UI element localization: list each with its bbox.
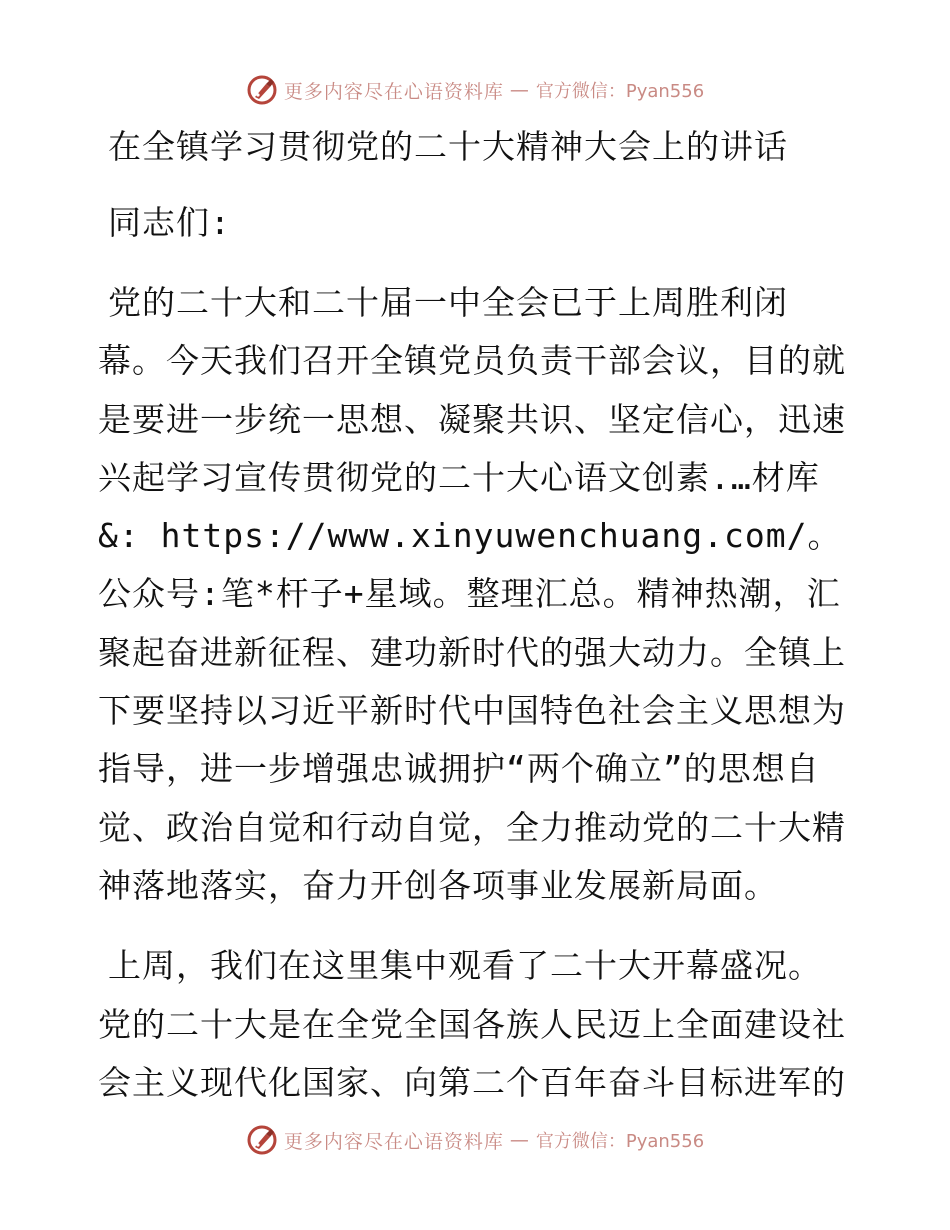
banner-wechat-text: 官方微信：Pyan556	[535, 81, 705, 102]
salutation: 同志们:	[108, 203, 231, 242]
paragraph-1: 党的二十大和二十届一中全会已于上周胜利闭幕。今天我们召开全镇党员负责干部会议，目的就是要进一步统一思想、凝聚共识、坚定信心，迅速兴起学习宣传贯彻党的二十大心语文创素.…材库&: https://www.xinyuwenchuang.com/。公众号:笔*杆子+星域。整理汇总。精神热潮，汇聚起奋进新征程、建功新时代的强大动力。全镇上下要坚持以习近平新时代中国特色社会主义思想为指导，进一步增强忠诚拥护“两个确立”的思想自觉、政治自觉和行动自觉，全力推动党的二十大精神落地落实，奋力开创各项事业发展新局面。	[98, 283, 846, 905]
banner-dash: —	[509, 79, 530, 101]
pen-logo-icon	[246, 1124, 278, 1156]
footer-dash: —	[509, 1129, 530, 1151]
paragraph-2: 上周，我们在这里集中观看了二十大开幕盛况。党的二十大是在全党全国各族人民迈上全面建设社会主义现代化国家、向第二个百年奋斗目标进军的	[98, 946, 846, 1102]
pen-logo-icon	[246, 74, 278, 106]
document-body	[98, 118, 850, 1112]
footer-site-text: 更多内容尽在心语资料库	[283, 1130, 504, 1153]
banner-site-text: 更多内容尽在心语资料库	[283, 80, 504, 103]
footer-banner	[0, 1120, 950, 1160]
document-title: 在全镇学习贯彻党的二十大精神大会上的讲话	[108, 127, 788, 166]
footer-wechat-text: 官方微信：Pyan556	[535, 1131, 705, 1152]
header-banner	[0, 70, 950, 110]
